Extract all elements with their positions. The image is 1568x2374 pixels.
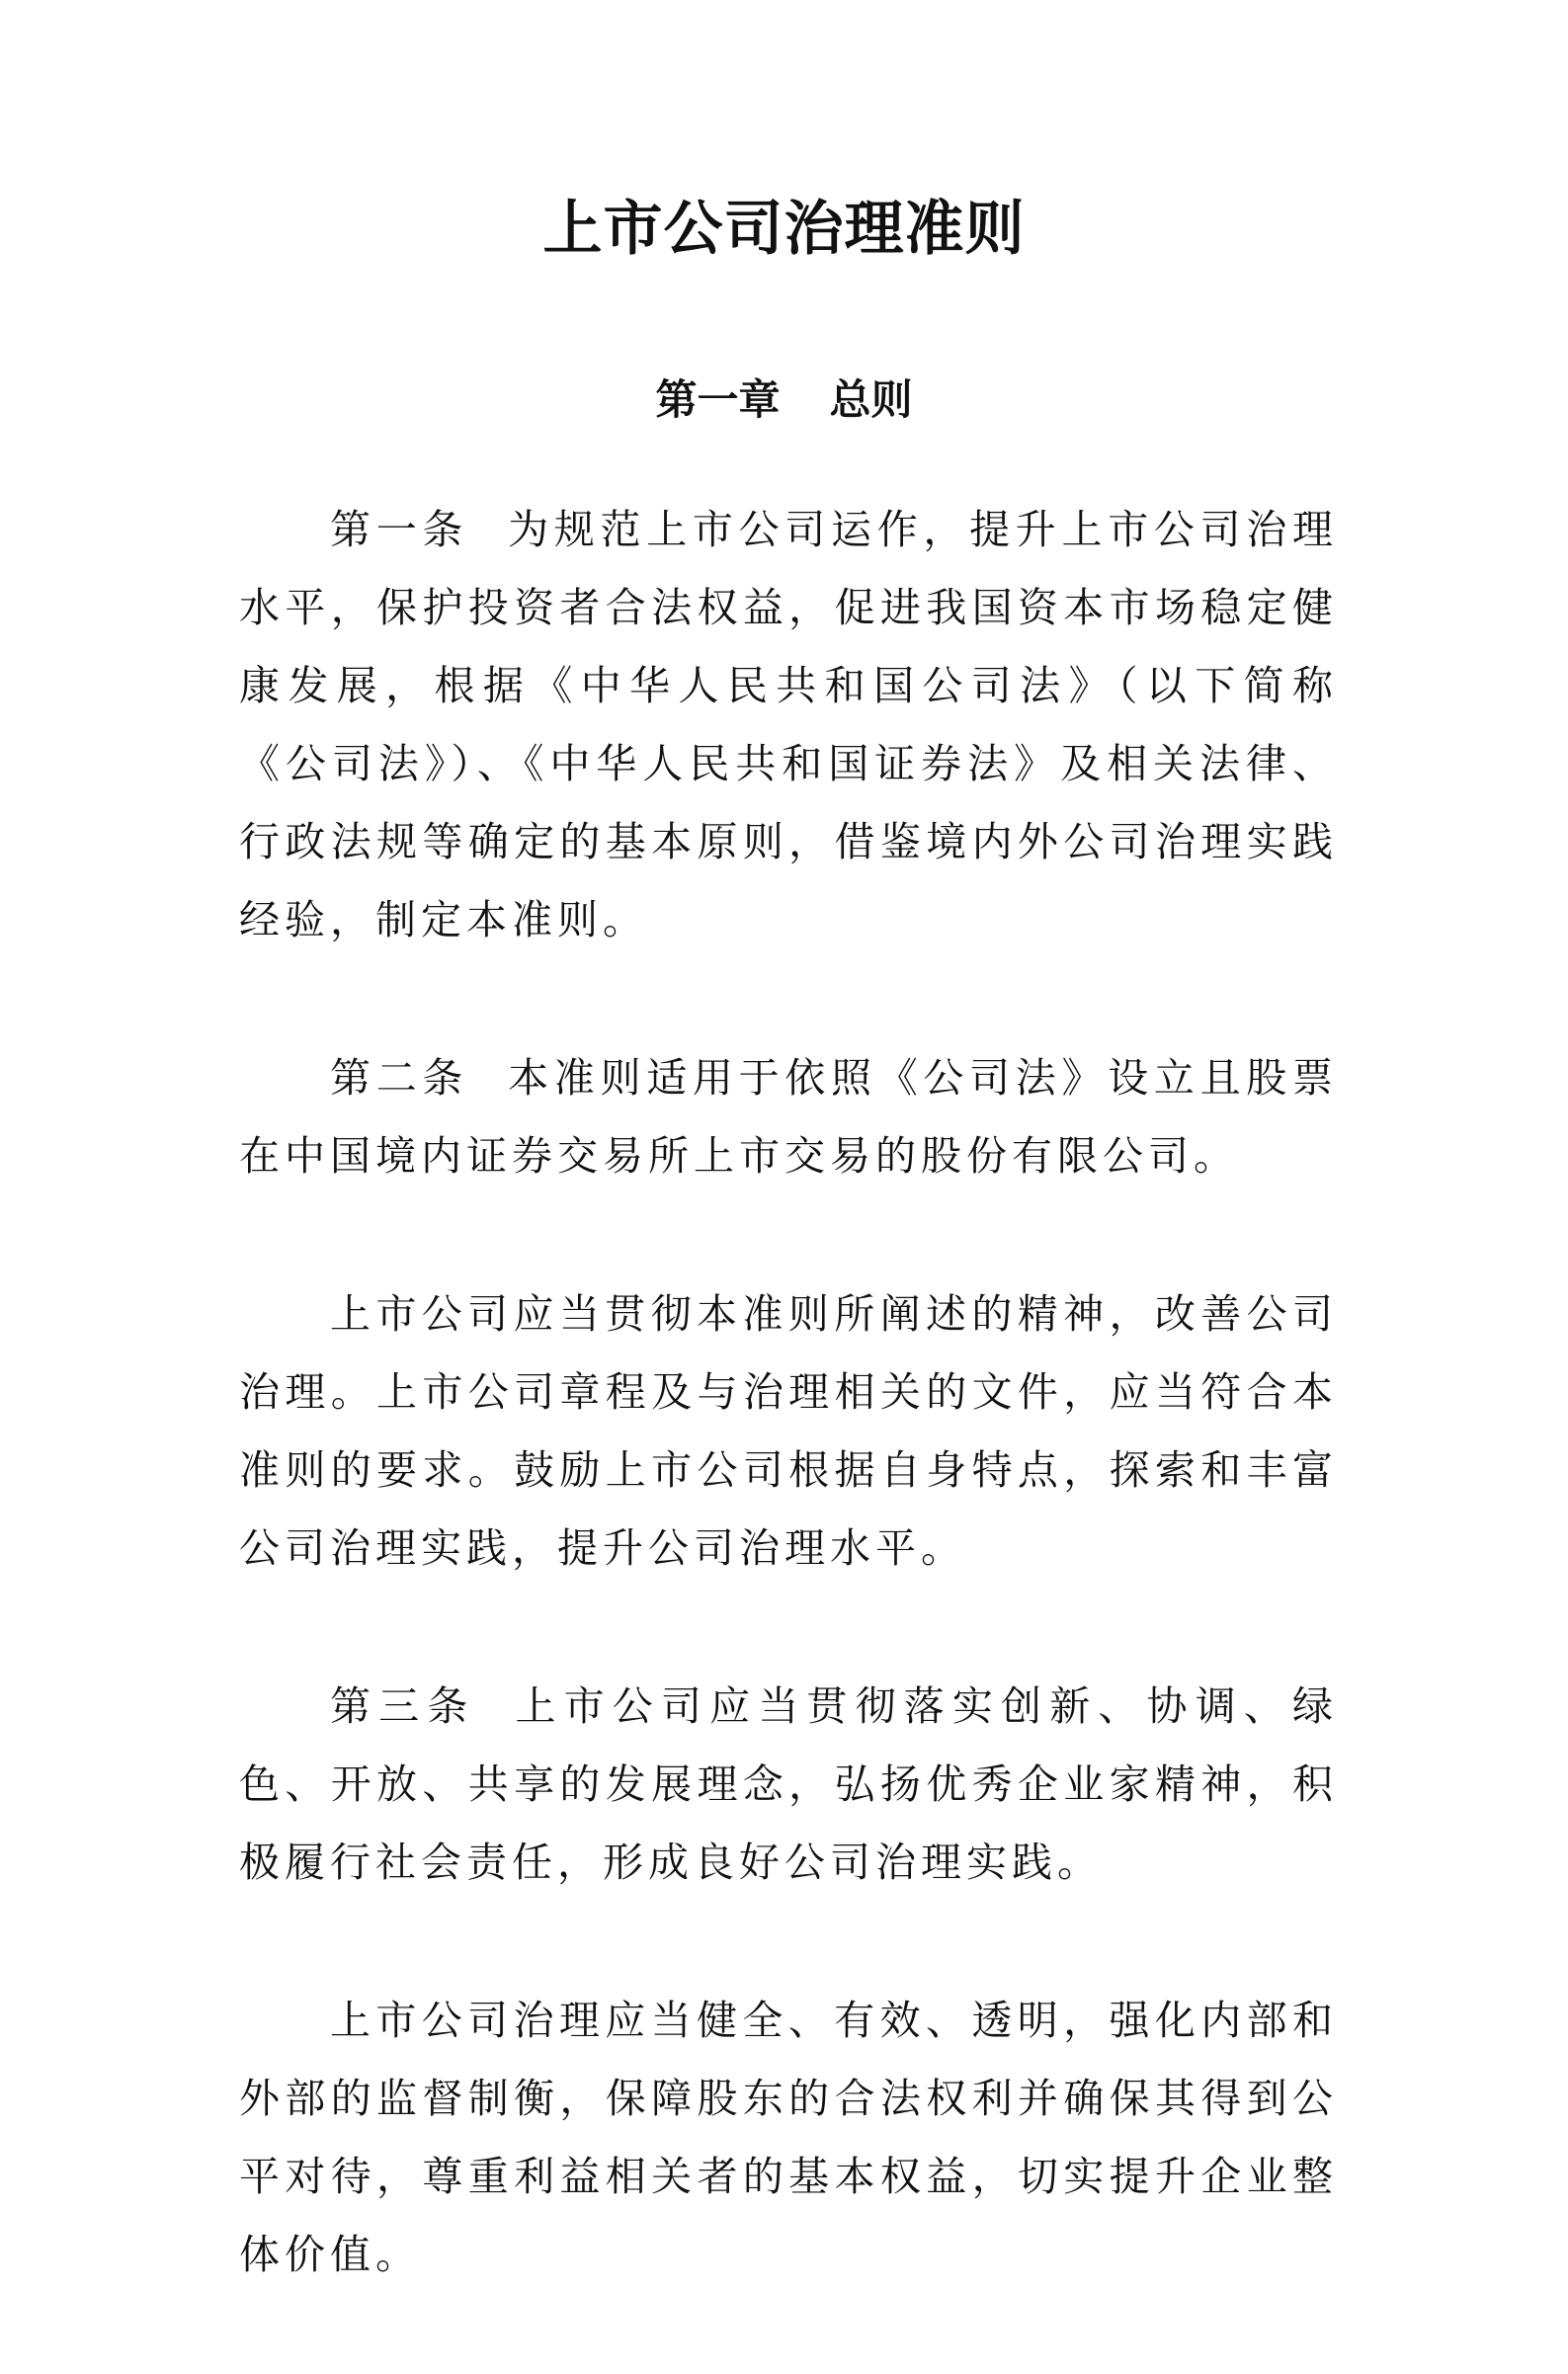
chapter-name: 总则 bbox=[829, 375, 913, 424]
paragraph-text: 为规范上市公司运作，提升上市公司治理水平，保护投资者合法权益，促进我国资本市场稳定健康发展，根据《中华人民共和国公司法》（以下简称《公司法》）、《中华人民共和国证券法》及相关法律、行政法规等确定的基本原则，借鉴境内外公司治理实践经验，制定本准则。 bbox=[239, 506, 1339, 943]
article-2-continuation-paragraph bbox=[239, 1275, 1338, 1588]
document-title: 上市公司治理准则 bbox=[542, 195, 1026, 264]
paragraph-text: 上市公司应当贯彻落实创新、协调、绿色、开放、共享的发展理念，弘扬优秀企业家精神，积极履行社会责任，形成良好公司治理实践。 bbox=[239, 1682, 1339, 1886]
document-body bbox=[239, 491, 1338, 2374]
paragraph-text: 上市公司治理应当健全、有效、透明，强化内部和外部的监督制衡，保障股东的合法权利并确保其得到公平对待，尊重利益相关者的基本权益，切实提升企业整体价值。 bbox=[239, 1997, 1338, 2278]
article-label: 第三条 bbox=[330, 1682, 476, 1730]
article-label: 第一条 bbox=[330, 506, 469, 553]
article-2-paragraph bbox=[239, 1039, 1338, 1195]
chapter-heading bbox=[0, 368, 1568, 433]
paragraph-text: 本准则适用于依照《公司法》设立且股票在中国境内证券交易所上市交易的股份有限公司。 bbox=[239, 1054, 1339, 1180]
article-label: 第二条 bbox=[330, 1054, 469, 1102]
paragraph-text: 上市公司应当贯彻本准则所阐述的精神，改善公司治理。上市公司章程及与治理相关的文件，应当符合本准则的要求。鼓励上市公司根据自身特点，探索和丰富公司治理实践，提升公司治理水平。 bbox=[239, 1290, 1338, 1572]
article-1-paragraph bbox=[239, 491, 1338, 959]
article-3-continuation-paragraph bbox=[239, 1982, 1338, 2294]
chapter-number: 第一章 bbox=[655, 375, 781, 424]
article-3-paragraph bbox=[239, 1668, 1338, 1902]
